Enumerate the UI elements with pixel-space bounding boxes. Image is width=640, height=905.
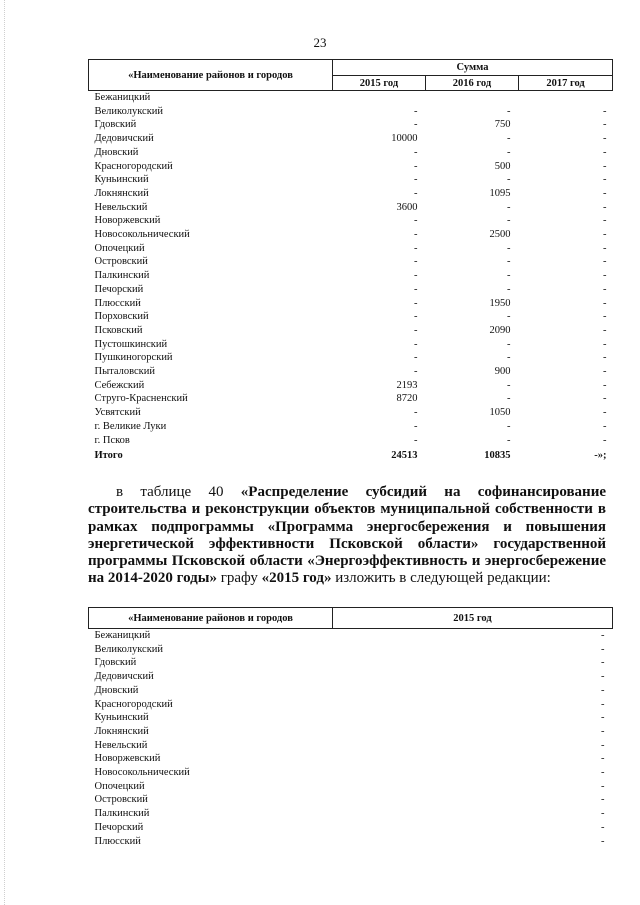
value-2016: -	[507, 393, 511, 405]
total-2015: 24513	[391, 450, 418, 462]
table1-row	[89, 242, 613, 256]
table1-row	[89, 406, 613, 420]
total-2017: -»;	[594, 450, 607, 462]
table1-row	[89, 269, 613, 283]
district-name: Локнянский	[94, 725, 149, 737]
value-2017: -	[603, 379, 607, 391]
value-2016: -	[507, 174, 511, 186]
value-2017: -	[603, 420, 607, 432]
table1-row	[89, 255, 613, 269]
table1-row	[89, 187, 613, 201]
table1-row	[89, 132, 613, 146]
table1-row	[89, 365, 613, 379]
district-name: Невельский	[94, 201, 148, 213]
table2-row	[89, 739, 613, 753]
value-2016: -	[507, 146, 511, 158]
district-name: Бежаницкий	[94, 92, 151, 103]
value-2015: -	[601, 684, 605, 696]
table1-row	[89, 214, 613, 228]
value-2015: -	[414, 352, 418, 364]
value-2017: -	[603, 119, 607, 131]
district-name: г. Псков	[94, 434, 130, 446]
value-2015: -	[414, 160, 418, 172]
value-2015: -	[601, 767, 605, 779]
district-name: Куньинский	[94, 174, 149, 186]
value-2017: -	[603, 407, 607, 419]
table1-row	[89, 338, 613, 352]
table2-row	[89, 807, 613, 821]
district-name: Опочецкий	[94, 242, 145, 254]
value-2015: -	[414, 242, 418, 254]
value-2015: -	[601, 739, 605, 751]
value-2017: -	[603, 160, 607, 172]
subsidy-table-2	[88, 607, 613, 848]
table2-row	[89, 684, 613, 698]
value-2016: 1095	[489, 187, 511, 199]
district-name: Плюсский	[94, 835, 141, 847]
value-2015: -	[601, 698, 605, 710]
table1-row	[89, 379, 613, 393]
value-2015: -	[414, 311, 418, 323]
district-name: Куньинский	[94, 712, 149, 724]
value-2017: -	[603, 434, 607, 446]
scan-margin-line	[4, 0, 5, 905]
district-name: Дедовичский	[94, 133, 154, 145]
value-2017: -	[603, 270, 607, 282]
table1-row	[89, 228, 613, 242]
table2-row	[89, 711, 613, 725]
value-2016: -	[507, 338, 511, 350]
value-2015: -	[601, 808, 605, 820]
district-name: Себежский	[94, 379, 145, 391]
subsidy-table-1	[88, 59, 613, 463]
table2-row	[89, 793, 613, 807]
district-name: Гдовский	[94, 657, 137, 669]
value-2015: -	[414, 366, 418, 378]
value-2015: 2193	[396, 379, 418, 391]
value-2017: -	[603, 242, 607, 254]
district-name: Новоржевский	[94, 753, 161, 765]
value-2016: -	[507, 379, 511, 391]
district-name: Псковский	[94, 324, 143, 336]
value-2015: -	[414, 174, 418, 186]
district-name: г. Великие Луки	[94, 420, 167, 432]
value-2016: 500	[494, 160, 511, 172]
value-2016: -	[507, 105, 511, 117]
value-2016: -	[507, 270, 511, 282]
value-2017: -	[603, 393, 607, 405]
value-2015: -	[601, 725, 605, 737]
district-name: Бежаницкий	[94, 630, 151, 641]
value-2015: -	[601, 835, 605, 847]
value-2016: 1050	[489, 407, 511, 419]
district-name: Пушкиногорский	[94, 352, 173, 364]
value-2015: -	[414, 283, 418, 295]
table1-row	[89, 297, 613, 311]
table2-row	[89, 656, 613, 670]
value-2016: -	[507, 352, 511, 364]
value-2016: -	[507, 434, 511, 446]
district-name: Красногородский	[94, 698, 173, 710]
value-2015: -	[414, 229, 418, 241]
value-2015: -	[601, 671, 605, 683]
value-2016: -	[507, 311, 511, 323]
table1-total-row	[89, 447, 613, 463]
value-2015: -	[601, 643, 605, 655]
district-name: Печорский	[94, 283, 144, 295]
page-number: 23	[313, 35, 327, 50]
table1-header-2016: 2016 год	[426, 76, 519, 91]
value-2016: -	[507, 420, 511, 432]
table1-row	[89, 146, 613, 160]
value-2016: -	[507, 133, 511, 145]
value-2015: -	[601, 712, 605, 724]
district-name: Новоржевский	[94, 215, 161, 227]
table1-row	[89, 118, 613, 132]
district-name: Невельский	[94, 739, 148, 751]
value-2017	[519, 91, 613, 105]
table1-row	[89, 283, 613, 297]
value-2015: 10000	[391, 133, 418, 145]
table1-header-2017: 2017 год	[519, 76, 613, 91]
value-2015: -	[414, 270, 418, 282]
value-2015: 8720	[396, 393, 418, 405]
table2-row	[89, 752, 613, 766]
value-2017: -	[603, 229, 607, 241]
table2-body	[89, 629, 613, 849]
table1-row	[89, 310, 613, 324]
table2-row	[89, 643, 613, 657]
table1-row	[89, 160, 613, 174]
table1-row	[89, 324, 613, 338]
value-2017: -	[603, 146, 607, 158]
district-name: Дедовичский	[94, 671, 154, 683]
table1-body	[89, 91, 613, 463]
district-name: Новосокольнический	[94, 229, 190, 241]
value-2016: 900	[494, 366, 511, 378]
table1-row	[89, 434, 613, 448]
value-2017: -	[603, 311, 607, 323]
value-2015: -	[414, 420, 418, 432]
value-2016: -	[507, 201, 511, 213]
table2-header-name: «Наименование районов и городов	[89, 608, 333, 629]
value-2015: -	[414, 146, 418, 158]
paragraph-column-name: «2015 год»	[261, 570, 332, 587]
value-2016	[426, 91, 519, 105]
value-2015: -	[601, 821, 605, 833]
table2-row	[89, 670, 613, 684]
district-name: Струго-Красненский	[94, 393, 188, 405]
value-2015: -	[414, 119, 418, 131]
table2-row	[89, 835, 613, 849]
value-2017: -	[603, 338, 607, 350]
district-name: Локнянский	[94, 187, 149, 199]
value-2015: -	[601, 753, 605, 765]
district-name: Опочецкий	[94, 780, 145, 792]
value-2016: -	[507, 215, 511, 227]
table1-row	[89, 201, 613, 215]
value-2017: -	[603, 283, 607, 295]
table1-row	[89, 351, 613, 365]
value-2016: -	[507, 242, 511, 254]
value-2017: -	[603, 352, 607, 364]
value-2017: -	[603, 105, 607, 117]
table2-row	[89, 821, 613, 835]
value-2017: -	[603, 366, 607, 378]
value-2015: -	[414, 434, 418, 446]
paragraph-lead: в таблице 40	[116, 484, 241, 500]
value-2015: -	[601, 780, 605, 792]
value-2015: -	[601, 630, 605, 641]
value-2015: 3600	[396, 201, 418, 213]
value-2016: 1950	[489, 297, 511, 309]
table1-row	[89, 173, 613, 187]
value-2017: -	[603, 215, 607, 227]
district-name: Палкинский	[94, 270, 150, 282]
district-name: Великолукский	[94, 643, 164, 655]
value-2015: -	[601, 794, 605, 806]
value-2015: -	[414, 338, 418, 350]
district-name: Островский	[94, 256, 148, 268]
value-2017: -	[603, 201, 607, 213]
table1-row	[89, 392, 613, 406]
value-2016: 2500	[489, 229, 511, 241]
value-2015: -	[414, 407, 418, 419]
value-2016: -	[507, 283, 511, 295]
district-name: Дновский	[94, 146, 139, 158]
value-2015	[333, 91, 426, 105]
value-2015: -	[414, 105, 418, 117]
paragraph-middle: графу	[216, 570, 262, 587]
value-2015: -	[414, 297, 418, 309]
value-2015: -	[414, 215, 418, 227]
table2-row	[89, 698, 613, 712]
paragraph-table-title: «Распределение субсидий на софинансирование строительства и реконструкции объектов муниципальной собственности в рамках подпрограммы «Программа энергосбережения и повышения энергетической эффективности Псковской области» государственной программы Псковской области «Энергоэффективность и энергосбережение на 2014-2020 годы»	[88, 484, 606, 587]
district-name: Пыталовский	[94, 366, 155, 378]
value-2017: -	[603, 133, 607, 145]
value-2017: -	[603, 174, 607, 186]
district-name: Красногородский	[94, 160, 173, 172]
district-name: Пустошкинский	[94, 338, 168, 350]
district-name: Порховский	[94, 311, 149, 323]
table2-row	[89, 766, 613, 780]
table2-row	[89, 780, 613, 794]
table1-header-sum: Сумма	[333, 60, 613, 76]
district-name: Плюсский	[94, 297, 141, 309]
table2-row	[89, 629, 613, 643]
amendment-paragraph	[88, 484, 606, 588]
paragraph-tail: изложить в следующей редакции:	[331, 570, 551, 587]
district-name: Новосокольнический	[94, 767, 190, 779]
total-label: Итого	[94, 450, 123, 462]
value-2017: -	[603, 187, 607, 199]
value-2017: -	[603, 324, 607, 336]
table1-header-2015: 2015 год	[333, 76, 426, 91]
district-name: Дновский	[94, 684, 139, 696]
table2-row	[89, 725, 613, 739]
district-name: Гдовский	[94, 119, 137, 131]
table1-row	[89, 105, 613, 119]
value-2017: -	[603, 297, 607, 309]
value-2015: -	[601, 657, 605, 669]
value-2016: 750	[494, 119, 511, 131]
value-2015: -	[414, 324, 418, 336]
total-2016: 10835	[484, 450, 511, 462]
district-name: Великолукский	[94, 105, 164, 117]
district-name: Палкинский	[94, 808, 150, 820]
district-name: Островский	[94, 794, 148, 806]
district-name: Усвятский	[94, 407, 141, 419]
value-2016: -	[507, 256, 511, 268]
value-2017: -	[603, 256, 607, 268]
value-2015: -	[414, 256, 418, 268]
table1-header-name: «Наименование районов и городов	[89, 60, 333, 91]
value-2015: -	[414, 187, 418, 199]
table2-header-2015: 2015 год	[333, 608, 613, 629]
table1-row	[89, 91, 613, 105]
table1-row	[89, 420, 613, 434]
district-name: Печорский	[94, 821, 144, 833]
value-2016: 2090	[489, 324, 511, 336]
